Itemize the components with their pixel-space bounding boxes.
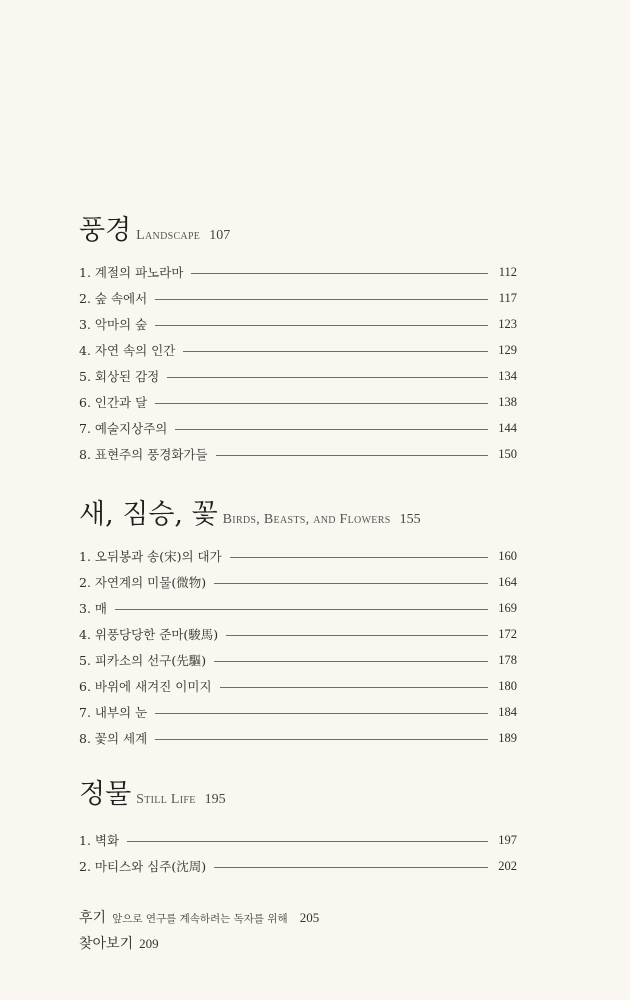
section-heading-still-life xyxy=(79,772,226,811)
leader-line xyxy=(155,713,488,714)
toc-list-still-life xyxy=(79,827,517,879)
toc-entry[interactable] xyxy=(79,337,517,363)
toc-entry[interactable] xyxy=(79,415,517,441)
toc-list-birds-beasts-flowers xyxy=(79,543,517,751)
leader-line xyxy=(191,273,488,274)
leader-line xyxy=(226,635,488,636)
toc-entry[interactable] xyxy=(79,259,517,285)
toc-entry[interactable] xyxy=(79,441,517,467)
toc-entry[interactable] xyxy=(79,311,517,337)
toc-entry-label: 6. 바위에 새겨진 이미지 xyxy=(79,679,212,694)
toc-entry-label: 2. 자연계의 미물(微物) xyxy=(79,575,207,590)
toc-entry[interactable] xyxy=(79,827,517,853)
toc-entry-label: 7. 예술지상주의 xyxy=(79,421,168,436)
section-page-number: 107 xyxy=(209,228,231,243)
toc-entry-page: 129 xyxy=(498,342,517,357)
toc-entry-page: 134 xyxy=(498,368,517,383)
section-title-en: Landscape xyxy=(136,228,201,243)
toc-entry-label: 6. 인간과 달 xyxy=(79,395,148,410)
section-title-en: Still Life xyxy=(136,792,196,807)
leader-line xyxy=(216,455,488,456)
toc-entry-label: 1. 벽화 xyxy=(79,833,120,848)
toc-entry-label: 2. 숲 속에서 xyxy=(79,291,148,306)
toc-entry-label: 5. 피카소의 선구(先驅) xyxy=(79,653,207,668)
leader-line xyxy=(155,739,488,740)
toc-entry-label: 3. 매 xyxy=(79,601,107,616)
toc-entry[interactable] xyxy=(79,569,517,595)
afterword-title: 후기 xyxy=(79,910,107,926)
section-title: 새, 짐승, 꽃 xyxy=(79,499,218,530)
leader-line xyxy=(155,299,488,300)
toc-entry-label: 8. 꽃의 세계 xyxy=(79,731,148,746)
toc-entry[interactable] xyxy=(79,725,517,751)
leader-line xyxy=(214,583,488,584)
section-page-number: 195 xyxy=(204,792,226,807)
toc-entry[interactable] xyxy=(79,621,517,647)
toc-list-landscape xyxy=(79,259,517,467)
toc-entry-page: 117 xyxy=(498,290,517,305)
toc-entry-page: 189 xyxy=(498,730,517,745)
section-title: 풍경 xyxy=(79,215,132,246)
leader-line xyxy=(155,403,488,404)
toc-entry-label: 7. 내부의 눈 xyxy=(79,705,148,720)
leader-line xyxy=(214,867,488,868)
toc-entry-page: 112 xyxy=(498,264,517,279)
leader-line xyxy=(167,377,488,378)
section-heading-landscape xyxy=(79,208,230,247)
leader-line xyxy=(230,557,488,558)
leader-line xyxy=(155,325,488,326)
toc-entry-page: 180 xyxy=(498,678,517,693)
afterword-subtitle: 앞으로 연구를 계속하려는 독자를 위해 xyxy=(112,913,288,925)
leader-line xyxy=(115,609,488,610)
leader-line xyxy=(183,351,488,352)
toc-entry-label: 4. 자연 속의 인간 xyxy=(79,343,176,358)
toc-entry-label: 3. 악마의 숲 xyxy=(79,317,148,332)
section-title: 정물 xyxy=(79,779,132,810)
leader-line xyxy=(175,429,488,430)
section-page-number: 155 xyxy=(399,512,421,527)
toc-entry-label: 5. 회상된 감정 xyxy=(79,369,160,384)
toc-entry-page: 202 xyxy=(498,858,517,873)
toc-entry[interactable] xyxy=(79,647,517,673)
toc-entry-label: 8. 표현주의 풍경화가들 xyxy=(79,447,208,462)
toc-entry[interactable] xyxy=(79,673,517,699)
toc-entry[interactable] xyxy=(79,699,517,725)
toc-entry-label: 1. 계절의 파노라마 xyxy=(79,265,184,280)
toc-entry-page: 123 xyxy=(498,316,517,331)
toc-entry[interactable] xyxy=(79,389,517,415)
index-page: 209 xyxy=(139,936,159,951)
afterword-page: 205 xyxy=(299,910,320,925)
afterword-entry[interactable] xyxy=(79,907,319,927)
toc-entry-label: 4. 위풍당당한 준마(駿馬) xyxy=(79,627,219,642)
toc-entry-page: 178 xyxy=(498,652,517,667)
toc-entry-page: 160 xyxy=(498,548,517,563)
toc-entry-page: 197 xyxy=(498,832,517,847)
toc-entry-page: 144 xyxy=(498,420,517,435)
index-entry[interactable] xyxy=(79,933,159,953)
toc-entry-page: 172 xyxy=(498,626,517,641)
toc-entry-page: 138 xyxy=(498,394,517,409)
leader-line xyxy=(214,661,488,662)
index-title: 찾아보기 xyxy=(79,936,134,952)
toc-entry[interactable] xyxy=(79,543,517,569)
section-title-en: Birds, Beasts, and Flowers xyxy=(222,512,391,527)
toc-entry-page: 150 xyxy=(498,446,517,461)
leader-line xyxy=(127,841,488,842)
toc-entry-page: 164 xyxy=(498,574,517,589)
toc-entry[interactable] xyxy=(79,285,517,311)
toc-entry[interactable] xyxy=(79,853,517,879)
toc-entry[interactable] xyxy=(79,595,517,621)
toc-entry-page: 169 xyxy=(498,600,517,615)
leader-line xyxy=(220,687,488,688)
toc-entry-page: 184 xyxy=(498,704,517,719)
toc-entry-label: 1. 오뒤봉과 송(宋)의 대가 xyxy=(79,549,222,564)
toc-entry[interactable] xyxy=(79,363,517,389)
toc-entry-label: 2. 마티스와 심주(沈周) xyxy=(79,859,207,874)
section-heading-birds-beasts-flowers xyxy=(79,492,421,531)
